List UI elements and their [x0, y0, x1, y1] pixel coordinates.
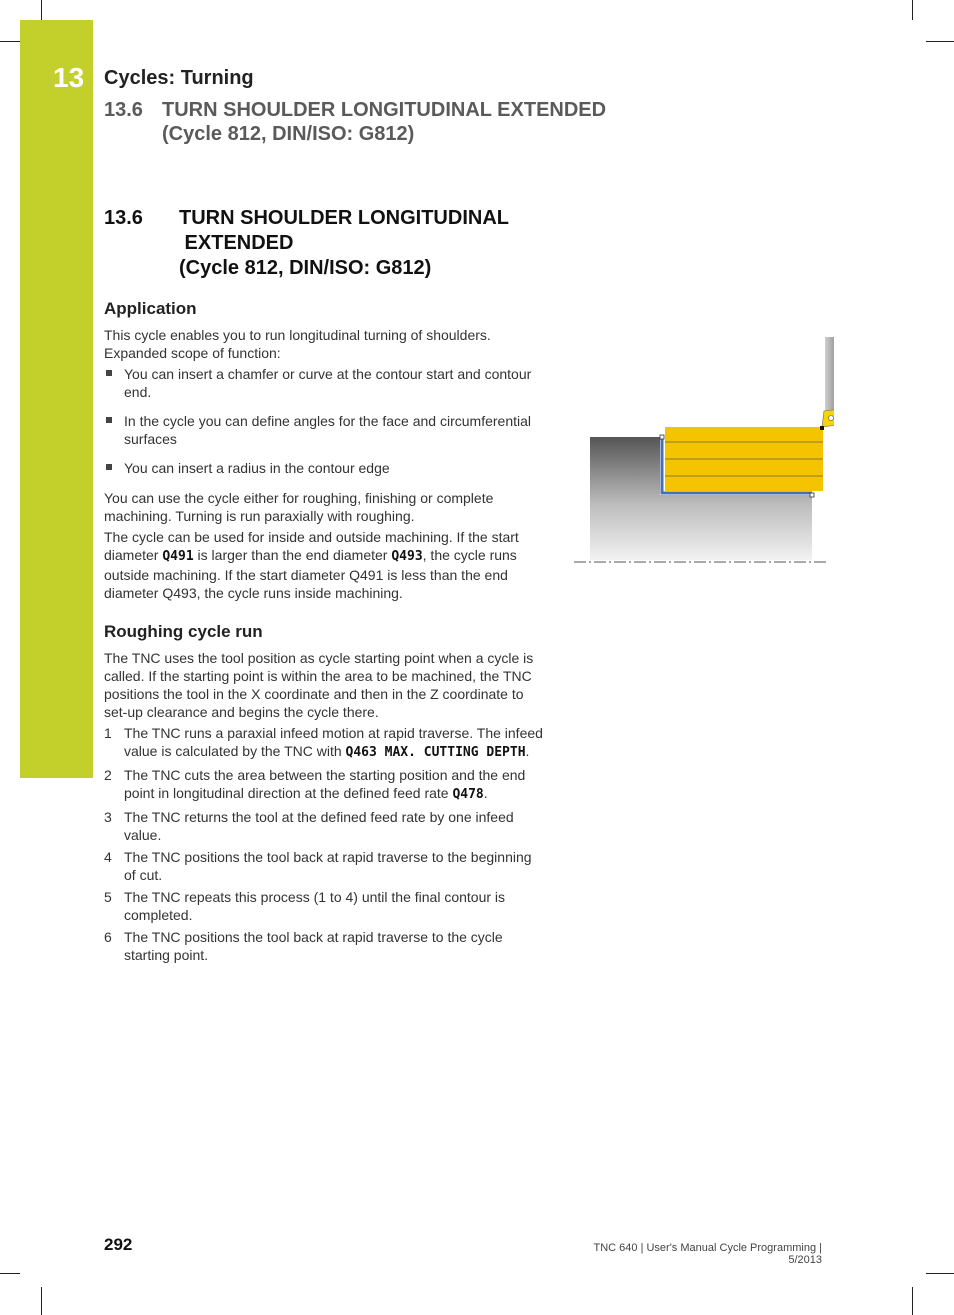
- section-title: TURN SHOULDER LONGITUDINAL: [179, 207, 509, 229]
- running-header-section-number: 13.6: [104, 99, 143, 121]
- application-paragraph: The cycle can be used for inside and outside machining. If the start diameter Q491 is larger than the end diameter Q493, the cycle runs outside machining. If the start diameter Q491 is less than the end diameter Q493, the cycle runs inside machining.: [104, 529, 519, 601]
- code-q491: Q491: [162, 549, 194, 564]
- crop-mark: [41, 1287, 42, 1315]
- application-intro: This cycle enables you to run longitudinal turning of shoulders. Expanded scope of function:: [104, 327, 491, 361]
- list-item: 3 The TNC returns the tool at the defined feed rate by one infeed value.: [104, 809, 514, 843]
- list-item: You can insert a radius in the contour edge: [104, 459, 544, 477]
- contour-point: [660, 435, 664, 439]
- crop-mark: [912, 1287, 913, 1315]
- roughing-steps: [104, 724, 544, 964]
- list-item: 5 The TNC repeats this process (1 to 4) until the final contour is completed.: [104, 889, 506, 923]
- running-header-section-title: TURN SHOULDER LONGITUDINAL EXTENDED: [162, 99, 607, 121]
- list-item: 2 The TNC cuts the area between the starting position and the end point in longitudinal direction at the defined feed rate Q478.: [104, 767, 526, 802]
- bullet-square-icon: [106, 417, 112, 423]
- crop-mark: [926, 41, 954, 42]
- running-header-section-title-cont: (Cycle 812, DIN/ISO: G812): [162, 123, 415, 145]
- tool-screw: [829, 416, 834, 421]
- crop-mark: [0, 1273, 20, 1274]
- crop-mark: [926, 1273, 954, 1274]
- list-item: 4 The TNC positions the tool back at rapid traverse to the beginning of cut.: [104, 849, 532, 883]
- cycle-diagram: [574, 335, 834, 575]
- bullet-square-icon: [106, 464, 112, 470]
- section-number: 13.6: [104, 207, 143, 229]
- application-paragraph: You can use the cycle either for roughing, finishing or complete machining. Turning is run paraxially with roughing.: [104, 490, 494, 524]
- feature-list: [104, 365, 544, 477]
- bullet-square-icon: [106, 370, 112, 376]
- chapter-number: 13: [53, 62, 85, 93]
- section-heading: [104, 206, 509, 281]
- main-content: [104, 300, 544, 968]
- list-item: 1 The TNC runs a paraxial infeed motion at rapid traverse. The infeed value is calculated by the TNC with Q463 MAX. CUTTING DEPTH.: [104, 725, 543, 760]
- crop-mark: [0, 41, 20, 42]
- footer-text: TNC 640 | User's Manual Cycle Programming | 5/2013: [593, 1242, 822, 1266]
- list-item: 6 The TNC positions the tool back at rapid traverse to the cycle starting point.: [104, 929, 503, 963]
- crop-mark: [41, 0, 42, 20]
- running-header-chapter-title: Cycles: Turning: [104, 67, 254, 89]
- running-header-section: [104, 98, 606, 146]
- list-item: You can insert a chamfer or curve at the contour start and contour end.: [104, 365, 544, 401]
- roughing-heading: Roughing cycle run: [104, 622, 263, 641]
- cycle-diagram-svg: [574, 335, 834, 570]
- tool-reference-point: [820, 426, 824, 430]
- roughing-intro: The TNC uses the tool position as cycle starting point when a cycle is called. If the starting point is within the area to be machined, the TNC positions the tool in the X coordinate and then in the Z coordinate to set-up clearance and begins the cycle there.: [104, 650, 534, 720]
- section-title-line3: (Cycle 812, DIN/ISO: G812): [179, 257, 432, 279]
- chapter-tab: [20, 20, 93, 778]
- page-number: 292: [104, 1235, 133, 1254]
- contour-point: [810, 493, 814, 497]
- list-item: In the cycle you can define angles for the face and circumferential surfaces: [104, 412, 544, 448]
- application-heading: Application: [104, 299, 197, 318]
- crop-mark: [912, 0, 913, 20]
- section-title-line2: EXTENDED: [179, 232, 294, 254]
- code-q493: Q493: [391, 549, 423, 564]
